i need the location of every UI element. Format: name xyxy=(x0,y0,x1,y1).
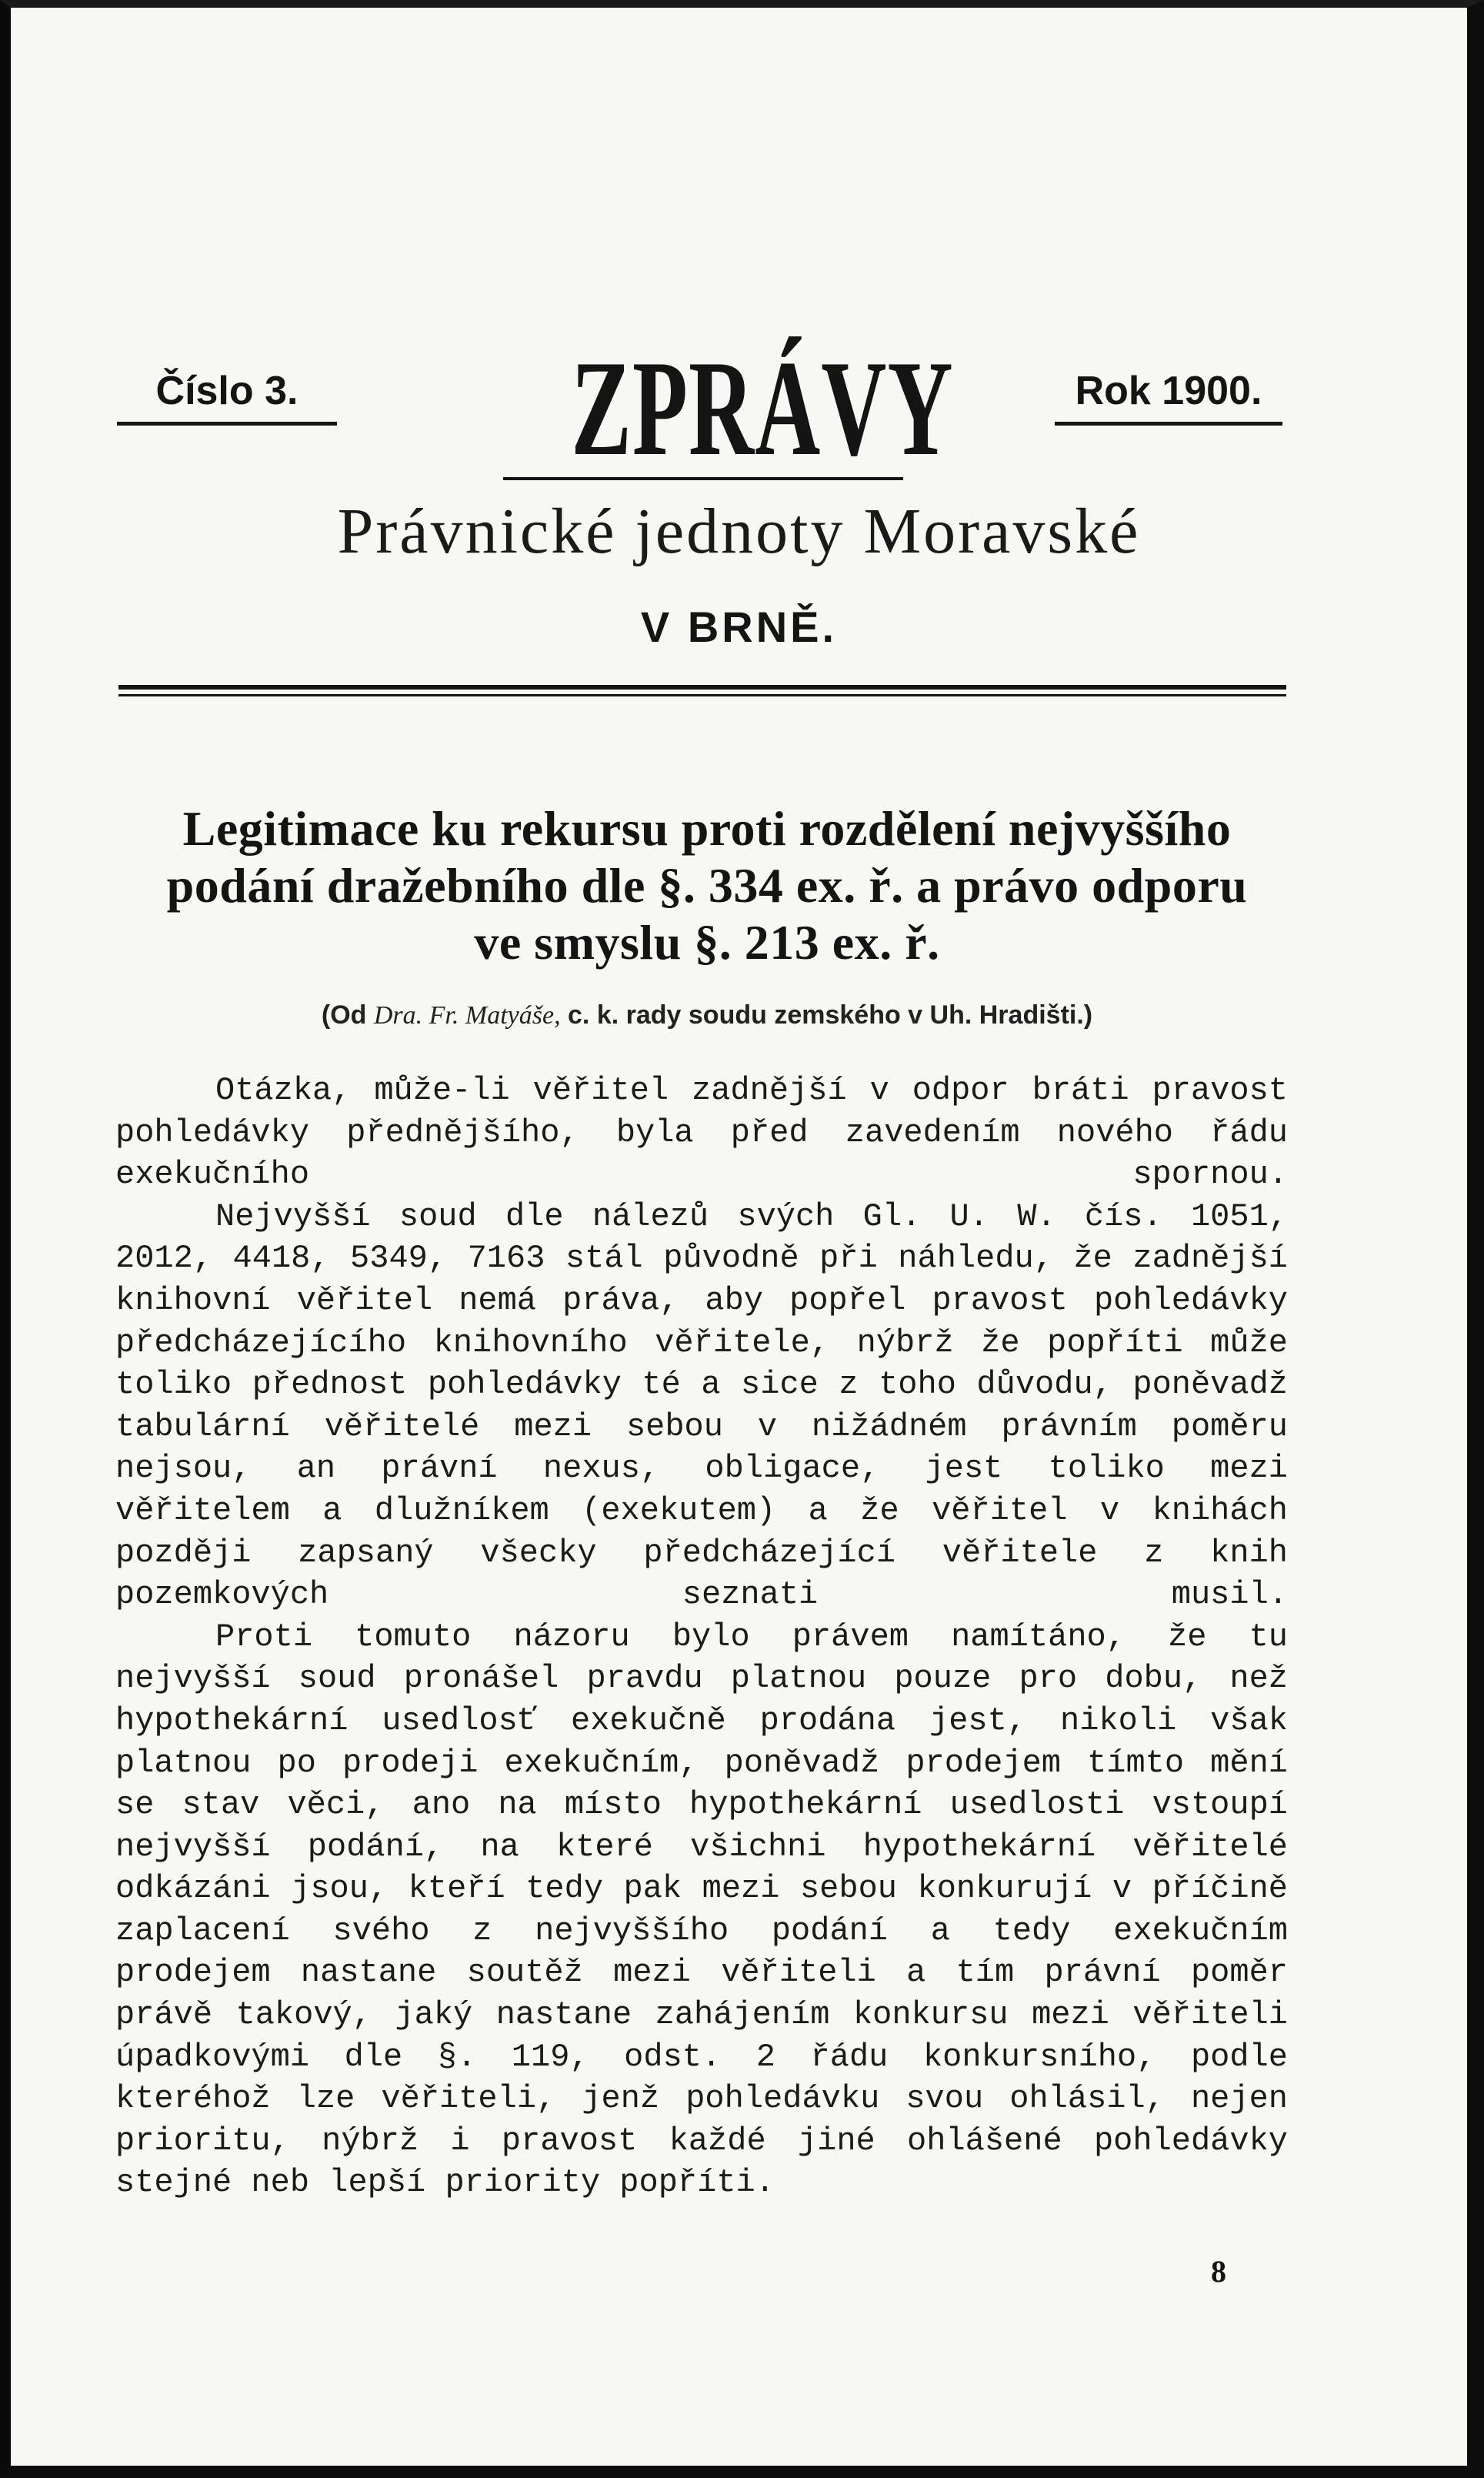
publication-year: Rok 1900. xyxy=(1055,368,1282,426)
masthead-title xyxy=(503,332,954,484)
paragraph-1: Otázka, může-li věřitel zadnější v odpor bráti pravost pohledávky přednějšího, byla před zavedením nového řádu exekučního spornou. xyxy=(115,1072,1288,1194)
article-title-line-2: podání dražebního dle §. 334 ex. ř. a právo odporu xyxy=(166,858,1248,913)
paragraph-2: Nejvyšší soud dle nálezů svých Gl. U. W. čís. 1051, 2012, 4418, 5349, 7163 stál původně při náhledu, že zadnější knihovní věřitel nemá práva, aby popřel pravost pohledávky předcházejícího knihovního věřitele, nýbrž že popříti může toliko přednost pohledávky té a sice z toho důvodu, poněvadž tabulární věřitelé mezi sebou v nižádném právním poměru nejsou, an právní nexus, obligace, jest toliko mezi věřitelem a dlužníkem (exekutem) a že věřitel v knihách později zapsaný všecky předcházející věřitele z knih pozemkových seznati musil. xyxy=(115,1197,1288,1614)
issue-number: Číslo 3. xyxy=(117,368,337,426)
article-title-line-3: ve smyslu §. 213 ex. ř. xyxy=(474,915,940,970)
article-byline xyxy=(111,1000,1303,1030)
byline-suffix: c. k. rady soudu zemského v Uh. Hradišti.) xyxy=(560,1000,1093,1030)
article-title xyxy=(111,800,1303,971)
paragraph-3: Proti tomuto názoru bylo právem namítáno, že tu nejvyšší soud pronášel pravdu platnou pouze pro dobu, než hypothekární usedlosť exekučně prodána jest, nikoli však platnou po prodeji exekučním, poněvadž prodejem tímto mění se stav věci, ano na místo hypothekární usedlosti vstoupí nejvyšší podání, na které všichni hypothekární věřitelé odkázáni jsou, kteří tedy pak mezi sebou konkurují v příčině zaplacení svého z nejvyššího podání a tedy exekučním prodejem nastane soutěž mezi věřiteli a tím právní poměr právě takový, jaký nastane zahájením konkursu mezi věřiteli úpadkovými dle §. 119, odst. 2 řádu konkursního, podle kteréhož lze věřiteli, jenž pohledávku svou ohlásil, nejen prioritu, nýbrž i pravost každé jiné ohlášené pohledávky stejné neb lepší priority popříti. xyxy=(115,1618,1288,2202)
page-number: 8 xyxy=(1211,2254,1226,2289)
double-rule-divider xyxy=(118,685,1286,696)
masthead-subtitle: Právnické jednoty Moravské xyxy=(337,496,1141,567)
article-body xyxy=(115,1070,1288,2204)
masthead-city: V BRNĚ. xyxy=(640,603,838,651)
article-title-line-1: Legitimace ku rekursu proti rozdělení nejvyššího xyxy=(182,801,1232,856)
byline-author: Dra. Fr. Matyáše, xyxy=(373,1001,561,1030)
byline-prefix: (Od xyxy=(321,1000,374,1030)
masthead-title-text: ZPRÁVY xyxy=(571,332,954,484)
document-page xyxy=(11,8,1467,2466)
